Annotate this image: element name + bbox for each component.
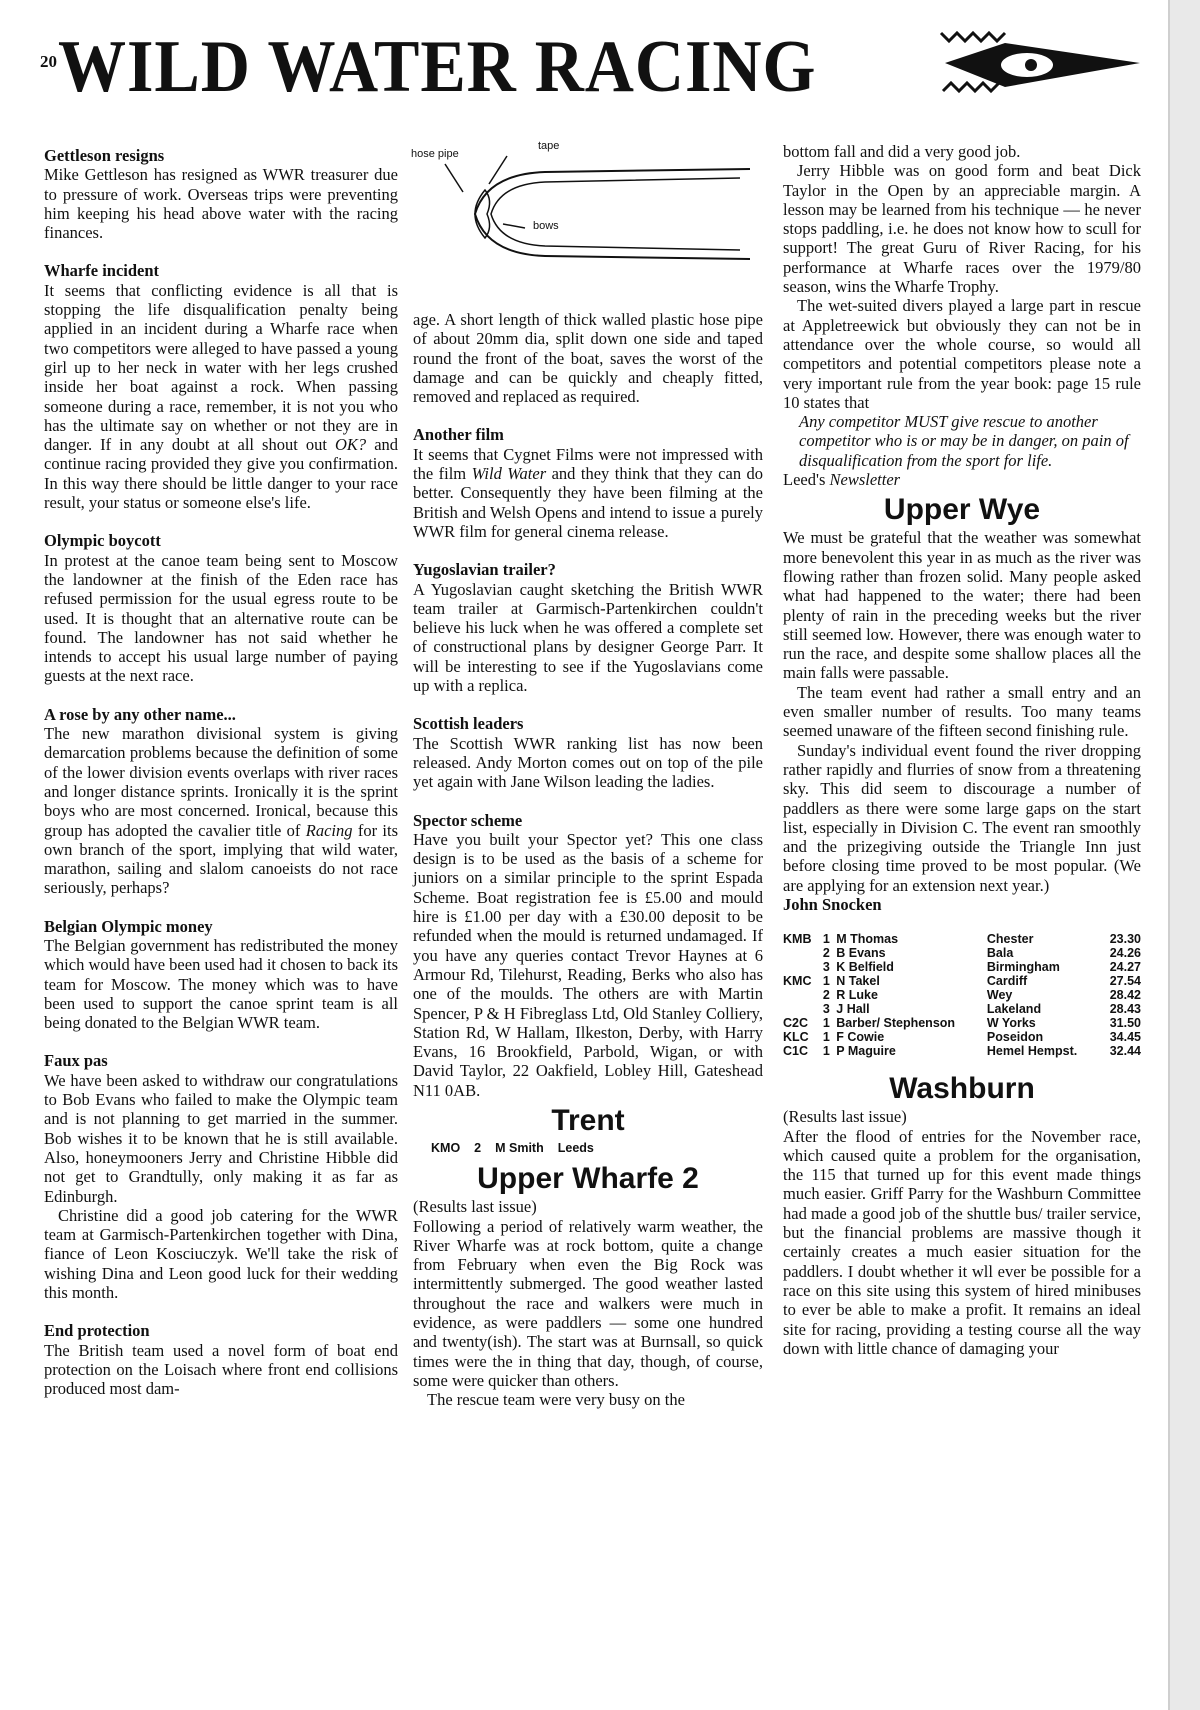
washburn-heading: Washburn — [889, 1072, 1035, 1106]
wharfe-continued-3: The wet-suited divers played a large part in rescue at Appletreewick but obviously they can not be in attendance over the whole course, so would all competitors and potential competitors please note a very important rule from the year book: page 15 rule 10 states that — [783, 296, 1141, 412]
olympic-boycott-heading: Olympic boycott — [44, 531, 161, 551]
yugoslavian-text: A Yugoslavian caught sketching the British WWR team trailer at Garmisch-Partenkirchen couldn't believe his luck when he was offered a complete set of constructional plans by designer George Parr. It will be interesting to see if the Yugoslavians come up with a replica. — [413, 579, 763, 696]
upper-wharfe-text: Following a period of relatively warm weather, the River Wharfe was at rock bottom, quite a change from February when even the Big Rock was intermittently submerged. The good weather lasted throughout the race and walkers were much in evidence, as were paddlers — some one hundred and twenty(ish). The start was at Burnsall, so quick times were the in thing that day, though, of course, some were quicker than others. — [413, 1216, 763, 1390]
result-time: 24.27 — [1109, 960, 1141, 975]
column-3 — [783, 142, 1141, 1358]
film-text-a: It seems that Cygnet Films were not impressed with the film — [413, 444, 763, 484]
credit-newsletter: Newsletter — [829, 470, 901, 490]
result-class — [783, 1002, 823, 1016]
result-name: B Evans — [836, 946, 886, 961]
result-position: 1 — [822, 932, 830, 947]
film-title: Wild Water — [471, 464, 547, 484]
rose-text-a: The new marathon divisional system is giving demarcation problems because the definition of some of the lower division events overlaps with river races and longer distance sprints. Ironically it is the sprint boys who are most concerned. Ironical, because this group has adopted the cavalier title of — [44, 724, 398, 840]
result-time: 34.45 — [1109, 1030, 1141, 1045]
result-name: Barber/ Stephenson — [836, 1016, 956, 1031]
masthead-title: WILD WATER RACING — [58, 26, 817, 108]
result-class: C2C — [783, 1016, 809, 1031]
newsletter-credit — [783, 470, 1141, 489]
result-club: Wey — [986, 988, 1013, 1003]
result-name: J Hall — [836, 1002, 870, 1017]
gettleson-text: Mike Gettleson has resigned as WWR treasurer due to pressure of work. Overseas trips were preventing him keeping his head above water with the racing finances. — [44, 165, 398, 243]
result-row — [783, 988, 1141, 1002]
result-club: Chester — [986, 932, 1034, 947]
result-club: Cardiff — [986, 974, 1028, 989]
upper-wye-results-table — [783, 932, 1141, 1058]
tape-label: tape — [538, 140, 560, 152]
result-row — [783, 1002, 1141, 1016]
belgian-text: The Belgian government has redistributed the money which would have been used had it chosen to back its team for Moscow. The money which was to have been used to support the canoe sprint team is all being donated to the Belgian WWR team. — [44, 935, 398, 1033]
result-time: 24.26 — [1109, 946, 1141, 961]
spector-text: Have you built your Spector yet? This one class design is to be used as the basis of a scheme for juniors on a similar principle to the sprint Espada Scheme. Boat registration fee is £5.00 and mould hire is £1.00 per day with a £30.00 deposit to be refunded when the mould is returned undamaged. If you have any queries contact Trevor Haynes at 6 Armour Rd, Tilehurst, Reading, Berks who also has one of the moulds. The others are with Martin Spencer, P & H Fibreglass Ltd, Old Stanley Colliery, Station Rd, W Hallam, Ilkeston, Derby, with Harry Evans, 16 Brookfield, Parbold, Wigan, or with David Taylor, 22 Oakfield, Lobley Hill, Gateshead N11 0AB. — [413, 829, 763, 1100]
result-row — [783, 1016, 1141, 1030]
washburn-text: After the flood of entries for the November race, which caused quite a problem for the organisation, the 115 that turned up for this event made things much easier. Griff Parry for the Washburn Committee had made a good job of the shuttle bus/ trailer service, but the financial problems are massive though it certainly creates a much easier situation for the paddlers. I doubt whether it wll ever be possible for a race on this site using this system of hired minibuses to ever be able to make a profit. It remains an ideal site for racing, providing a testing course all the way down with little chance of damaging your — [783, 1126, 1141, 1358]
result-class — [783, 960, 823, 974]
trent-heading: Trent — [551, 1103, 625, 1137]
result-row — [783, 974, 1141, 988]
result-position: 1 — [822, 974, 830, 989]
result-position: 3 — [822, 960, 830, 975]
result-time: 23.30 — [1109, 932, 1141, 947]
result-position: 2 — [822, 946, 830, 961]
rose-racing: Racing — [305, 820, 353, 840]
result-club: Bala — [986, 946, 1014, 961]
result-time: 27.54 — [1109, 974, 1141, 989]
result-name: F Cowie — [836, 1030, 885, 1045]
wharfe-continued-1: bottom fall and did a very good job. — [783, 142, 1021, 161]
result-position: 3 — [822, 1002, 830, 1017]
upper-wye-text-2: The team event had rather a small entry and an even smaller number of results. Too many teams seemed unaware of the fifteen second finishing rule. — [783, 682, 1141, 741]
result-club: Poseidon — [986, 1030, 1044, 1045]
result-class: C1C — [783, 1044, 809, 1059]
upper-wye-signature: John Snocken — [783, 894, 882, 914]
wharfe-text-b: and continue racing provided they give you confirmation. In this way there should be little danger to your race result, your status or someone else's life. — [44, 435, 399, 513]
bows-label: bows — [533, 220, 559, 232]
result-name: M Thomas — [836, 932, 899, 947]
result-club: W Yorks — [986, 1016, 1036, 1031]
trent-club: Leeds — [557, 1140, 594, 1155]
result-class: KMC — [783, 974, 812, 989]
faux-pas-heading: Faux pas — [44, 1051, 108, 1071]
result-position: 1 — [822, 1044, 830, 1059]
gettleson-heading: Gettleson resigns — [44, 146, 165, 165]
wharfe-incident-heading: Wharfe incident — [44, 261, 160, 281]
result-time: 31.50 — [1109, 1016, 1141, 1031]
trent-result-row — [413, 1139, 763, 1158]
rule-quote: Any competitor MUST give rescue to another competitor who is or may be in danger, on pain of disqualification from the sport for life. — [799, 412, 1129, 470]
wharfe-ok: OK? — [334, 435, 367, 455]
another-film-text — [413, 445, 763, 541]
upper-wharfe-text-2: The rescue team were very busy on the — [427, 1390, 685, 1410]
result-time: 32.44 — [1109, 1044, 1141, 1059]
trent-pos: 2 — [474, 1140, 482, 1155]
result-name: N Takel — [836, 974, 880, 989]
faux-pas-text-1: We have been asked to withdraw our congratulations to Bob Evans who failed to make the Olympic team and is not planning to get married in the summer. Bob wishes it to be known that he is still available. Also, honeymooners Jerry and Christine Hibble did not get to Grandtully, only making it as far as Edinburgh. — [44, 1070, 398, 1206]
result-row — [783, 946, 1141, 960]
result-class: KLC — [783, 1030, 809, 1045]
another-film-heading: Another film — [413, 425, 504, 445]
result-position: 1 — [822, 1030, 830, 1045]
credit-prefix: Leed's — [783, 470, 826, 490]
wharfe-continued-2: Jerry Hibble was on good form and beat Dick Taylor in the Open by an appreciable margin. A lesson may be learned from his technique — he never stops paddling, i.e. he does not know how to scull for support! The great Guru of River Racing, for his performance at Wharfe races over the 1979/80 season, wins the Wharfe Trophy. — [783, 161, 1141, 297]
rose-text — [44, 724, 398, 898]
scottish-heading: Scottish leaders — [413, 714, 524, 734]
end-protection-text: The British team used a novel form of boat end protection on the Loisach where front end collisions produced most dam- — [44, 1340, 398, 1399]
upper-wye-heading: Upper Wye — [883, 493, 1041, 527]
belgian-heading: Belgian Olympic money — [44, 916, 213, 936]
yugoslavian-heading: Yugoslavian trailer? — [413, 560, 556, 580]
result-row — [783, 1044, 1141, 1058]
trent-class: KMO — [431, 1140, 461, 1155]
wild-water-logo-icon — [935, 25, 1145, 105]
result-name: K Belfield — [836, 960, 894, 975]
rose-text-b: for its own branch of the sport, implying that wild water, marathon, sailing and slalom canoeists do not race seriously, perhaps? — [44, 820, 398, 898]
upper-wharfe-heading: Upper Wharfe 2 — [477, 1162, 699, 1196]
result-class: KMB — [783, 932, 812, 947]
faux-pas-text-2: Christine did a good job catering for the WWR team at Garmisch-Partenkirchen together with Dina, fiance of Leon Kosciuczyk. We'll take the risk of wishing Dina and Leon good luck for their wedding this month. — [44, 1205, 398, 1303]
result-time: 28.43 — [1109, 1002, 1141, 1017]
upper-wye-text-1: We must be grateful that the weather was somewhat more benevolent this year in as much as the river was flowing rather than frozen solid. Many people asked what had happened to the water; there had been plenty of rain in the preceding weeks but the river still seemed low. However, there was enough water to run the race, and despite some shallow places all the main falls were passable. — [783, 528, 1141, 683]
result-name: R Luke — [836, 988, 878, 1003]
end-protection-continued: age. A short length of thick walled plastic hose pipe of about 20mm dia, split down one side and taped round the front of the boat, saves the worst of the damage and can be quickly and cheaply fitted, removed and replaced as required. — [413, 310, 763, 407]
result-row — [783, 960, 1141, 974]
result-class — [783, 988, 823, 1002]
result-club: Hemel Hempst. — [986, 1044, 1078, 1059]
page-number: 20 — [40, 52, 57, 71]
rose-heading: A rose by any other name... — [44, 704, 236, 724]
result-position: 2 — [822, 988, 830, 1003]
result-class — [783, 946, 823, 960]
spector-heading: Spector scheme — [413, 810, 523, 830]
result-club: Birmingham — [986, 960, 1060, 975]
result-row — [783, 932, 1141, 946]
page-edge — [1168, 0, 1200, 1710]
scottish-text: The Scottish WWR ranking list has now been released. Andy Morton comes out on top of the pile yet again with Jane Wilson leading the ladies. — [413, 733, 763, 792]
trent-name: M Smith — [495, 1140, 544, 1155]
column-2 — [413, 310, 763, 1410]
column-1 — [44, 146, 398, 1399]
wharfe-incident-text — [44, 281, 398, 513]
upper-wye-text-3: Sunday's individual event found the river dropping rather rapidly and flurries of snow from a threatening sky. This did seem to discourage a number of paddlers as there were some large gaps on the start list, especially in Division C. The event ran smoothly and the prizegiving outside the Triangle Inn just before closing time proved to be most popular. (We are applying for an extension next year.) — [783, 740, 1141, 895]
washburn-note: (Results last issue) — [783, 1107, 907, 1127]
end-protection-heading: End protection — [44, 1321, 150, 1341]
result-time: 28.42 — [1109, 988, 1141, 1003]
wharfe-text-a: It seems that conflicting evidence is all that is stopping the life disqualification penalty being applied in an incident during a Wharfe race when two competitors were alleged to have passed a young girl up to her neck in water with her legs crushed inside her boat against a rock. When passing someone during a race, remember, it is not you who has the ultimate say on whether or not they are in danger. If in any doubt at all shout out — [44, 280, 398, 455]
film-text-b: and they think that they can do better. Consequently they have been filming at the British and Welsh Opens and intend to issue a purely WWR film for general cinema release. — [413, 464, 764, 541]
result-position: 1 — [822, 1016, 830, 1031]
result-club: Lakeland — [986, 1002, 1042, 1017]
boat-bow-diagram — [405, 144, 765, 294]
result-name: P Maguire — [836, 1044, 896, 1059]
hose-pipe-label: hose pipe — [411, 148, 459, 160]
result-row — [783, 1030, 1141, 1044]
olympic-boycott-text: In protest at the canoe team being sent to Moscow the landowner at the finish of the Eden race has refused permission for the usual egress route to be used. It is thought that an alternative route can be found. The landowner has not said whether he intends to accept his usual large number of paying guests at the next race. — [44, 550, 398, 686]
upper-wharfe-note: (Results last issue) — [413, 1197, 537, 1217]
hose-pipe-diagram — [405, 140, 765, 294]
